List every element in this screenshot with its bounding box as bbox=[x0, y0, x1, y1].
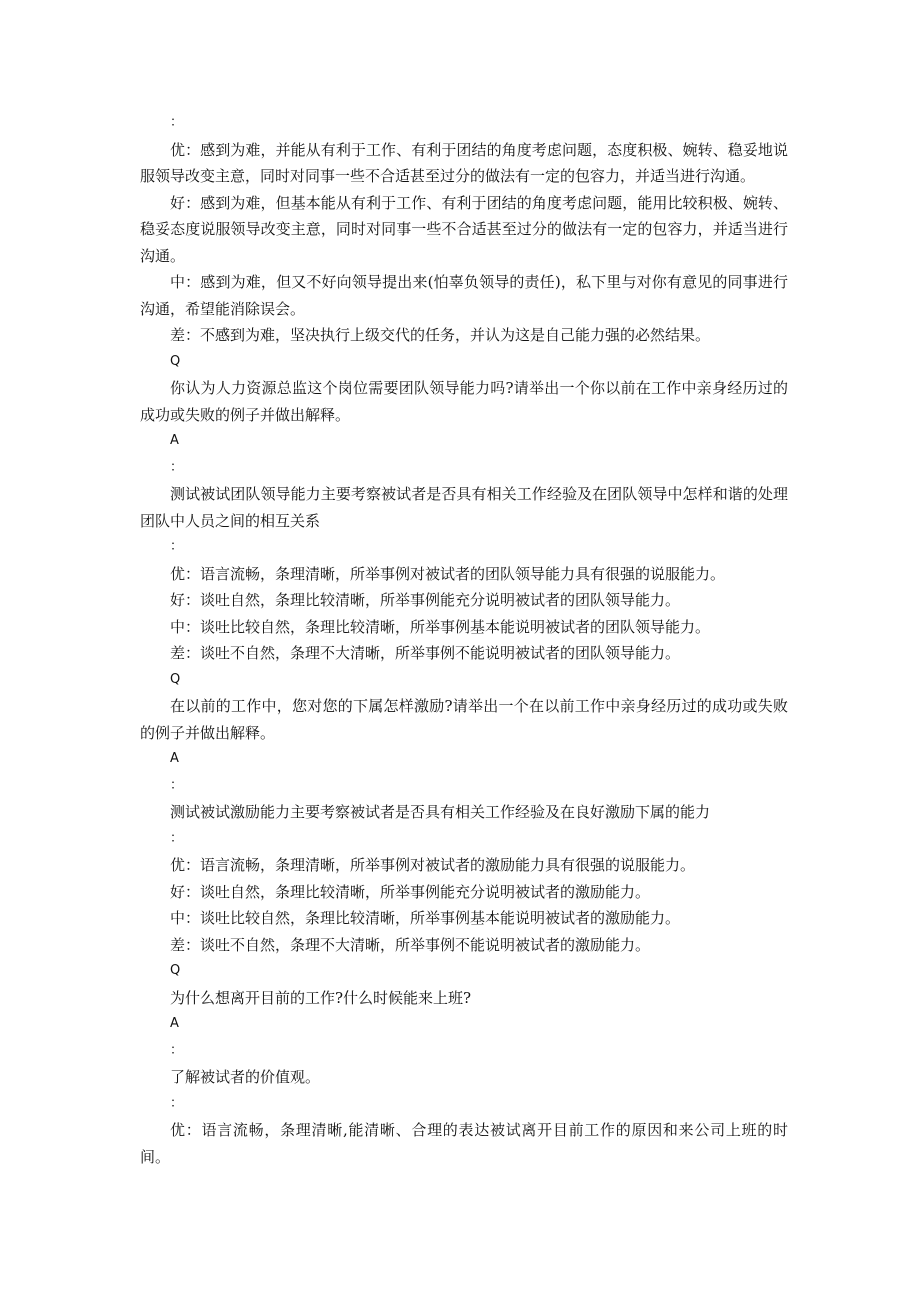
paragraph: 差：不感到为难，坚决执行上级交代的任务，并认为这是自己能力强的必然结果。 bbox=[170, 326, 711, 344]
question-marker: Q bbox=[170, 963, 181, 978]
colon-marker: ： bbox=[170, 115, 184, 130]
answer-marker: A bbox=[170, 433, 179, 448]
answer-marker: A bbox=[170, 751, 179, 766]
question-marker: Q bbox=[170, 671, 181, 687]
paragraph: 测试被试团队领导能力主要考察被试者是否具有相关工作经验及在团队领导中怎样和谐的处理团队中人员之间的相互关系 bbox=[140, 485, 788, 530]
paragraph: 优：感到为难，并能从有利于工作、有利于团结的角度考虑问题，态度积极、婉转、稳妥地说服领导改变主意，同时对同事一些不合适甚至过分的做法有一定的包容力，并适当进行沟通。 bbox=[140, 140, 788, 185]
paragraph: 差：谈吐不自然，条理不大清晰，所举事例不能说明被试者的激励能力。 bbox=[170, 935, 651, 954]
colon-marker: ： bbox=[170, 459, 184, 475]
paragraph: 好：感到为难，但基本能从有利于工作、有利于团结的角度考虑问题，能用比较积极、婉转、稳妥态度说服领导改变主意，同时对同事一些不合适甚至过分的做法有一定的包容力，并适当进行沟通。 bbox=[140, 193, 788, 265]
paragraph: 你认为人力资源总监这个岗位需要团队领导能力吗?请举出一个你以前在工作中亲身经历过的成功或失败的例子并做出解释。 bbox=[140, 379, 788, 424]
colon-marker: ： bbox=[170, 777, 184, 793]
paragraph: 中：感到为难，但又不好向领导提出来(怕辜负领导的责任)，私下里与对你有意见的同事进行沟通，希望能消除误会。 bbox=[140, 273, 788, 318]
question-marker: Q bbox=[170, 353, 181, 369]
paragraph: 中：谈吐比较自然，条理比较清晰，所举事例基本能说明被试者的激励能力。 bbox=[170, 909, 681, 927]
paragraph: 好：谈吐自然，条理比较清晰，所举事例能充分说明被试者的团队领导能力。 bbox=[170, 591, 681, 609]
paragraph: 测试被试激励能力主要考察被试者是否具有相关工作经验及在良好激励下属的能力 bbox=[170, 803, 711, 821]
colon-marker: ： bbox=[170, 1095, 184, 1111]
answer-marker: A bbox=[170, 1016, 179, 1031]
paragraph: 为什么想离开目前的工作?什么时候能来上班? bbox=[170, 988, 472, 1007]
paragraph: 好：谈吐自然，条理比较清晰，所举事例能充分说明被试者的激励能力。 bbox=[170, 882, 651, 901]
paragraph: 在以前的工作中，您对您的下属怎样激励?请举出一个在以前工作中亲身经历过的成功或失败的例子并做出解释。 bbox=[140, 697, 788, 742]
paragraph: 了解被试者的价值观。 bbox=[170, 1068, 321, 1086]
paragraph: 中：谈吐比较自然，条理比较清晰，所举事例基本能说明被试者的团队领导能力。 bbox=[170, 617, 711, 636]
paragraph: 优：语言流畅，条理清晰，所举事例对被试者的激励能力具有很强的说服能力。 bbox=[170, 856, 696, 874]
colon-marker: ： bbox=[170, 539, 184, 554]
document-body bbox=[140, 110, 788, 1170]
paragraph: 差：谈吐不自然，条理不大清晰，所举事例不能说明被试者的团队领导能力。 bbox=[170, 644, 681, 662]
paragraph: 优：语言流畅，条理清晰,能清晰、合理的表达被试离开目前工作的原因和来公司上班的时间。 bbox=[140, 1121, 788, 1166]
colon-marker: ： bbox=[170, 830, 184, 846]
colon-marker: ： bbox=[170, 1042, 184, 1058]
paragraph: 优：语言流畅，条理清晰，所举事例对被试者的团队领导能力具有很强的说服能力。 bbox=[170, 564, 726, 583]
